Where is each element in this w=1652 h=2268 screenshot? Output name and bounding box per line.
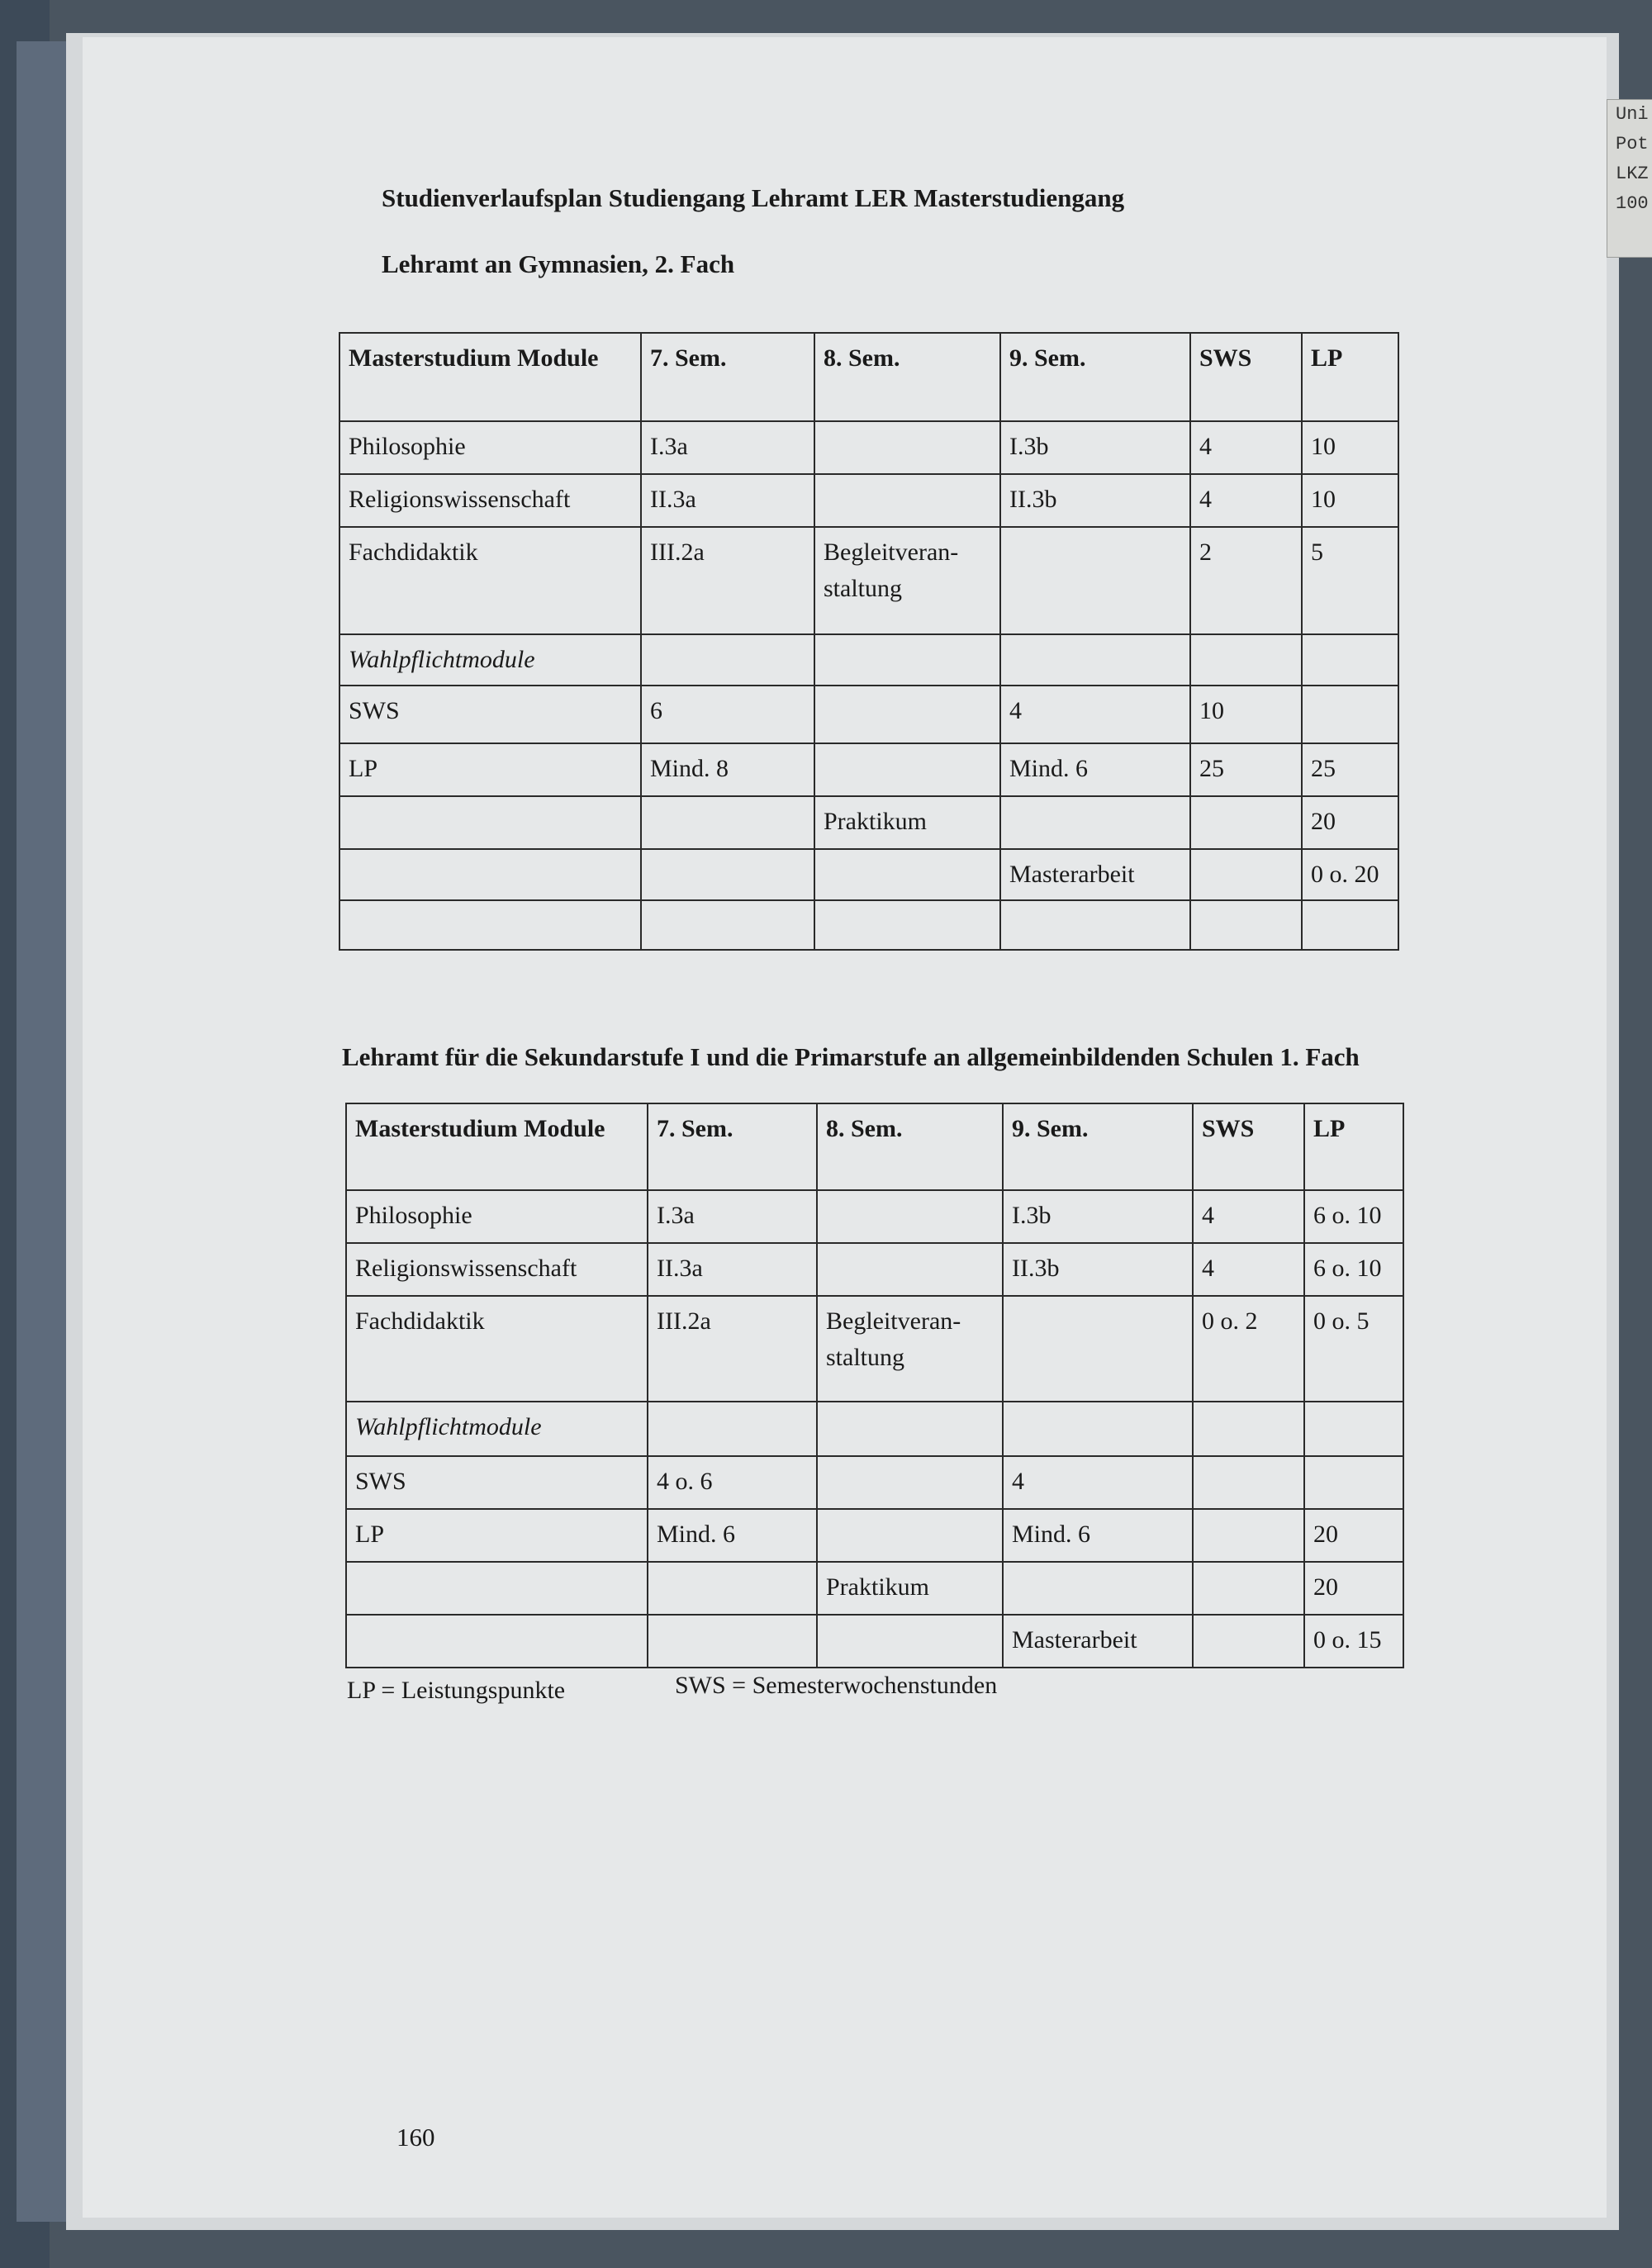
table-cell: LP <box>339 743 641 796</box>
table-cell <box>641 796 814 849</box>
table-cell: III.2a <box>641 527 814 634</box>
table-row <box>339 686 1398 743</box>
header-cell: LP <box>1304 1103 1403 1190</box>
table-cell <box>1304 1402 1403 1456</box>
table-row <box>339 421 1398 474</box>
table-cell <box>817 1509 1003 1562</box>
header-cell: 7. Sem. <box>641 333 814 421</box>
table-cell <box>814 634 1000 686</box>
table-cell <box>814 686 1000 743</box>
table-cell: 5 <box>1302 527 1398 634</box>
table-cell <box>1003 1402 1193 1456</box>
table-cell <box>1193 1509 1304 1562</box>
table-cell: 4 <box>1193 1243 1304 1296</box>
header-cell: 7. Sem. <box>648 1103 817 1190</box>
table-sekundarstufe <box>345 1103 1404 1668</box>
table-cell: Praktikum <box>814 796 1000 849</box>
table-cell <box>1003 1562 1193 1615</box>
header-cell: Masterstudium Module <box>339 333 641 421</box>
table-cell: 4 <box>1193 1190 1304 1243</box>
table-cell: Fachdidaktik <box>339 527 641 634</box>
table-row <box>346 1296 1403 1402</box>
table-cell: Begleitveran-staltung <box>817 1296 1003 1402</box>
table-cell <box>1190 900 1302 950</box>
table-cell: Mind. 6 <box>648 1509 817 1562</box>
table-cell <box>814 474 1000 527</box>
table-cell: Religionswissenschaft <box>339 474 641 527</box>
table-cell <box>1190 634 1302 686</box>
table-cell: 6 o. 10 <box>1304 1190 1403 1243</box>
table-cell: 25 <box>1302 743 1398 796</box>
table-cell <box>817 1190 1003 1243</box>
table-cell: 10 <box>1302 474 1398 527</box>
header-cell: 9. Sem. <box>1003 1103 1193 1190</box>
table-cell <box>1190 796 1302 849</box>
table-cell: II.3b <box>1000 474 1190 527</box>
table-cell: SWS <box>346 1456 648 1509</box>
table-cell: 0 o. 15 <box>1304 1615 1403 1668</box>
table-cell <box>346 1615 648 1668</box>
table-cell: 20 <box>1304 1509 1403 1562</box>
table-row <box>346 1456 1403 1509</box>
table-row <box>346 1243 1403 1296</box>
section1-heading: Lehramt an Gymnasien, 2. Fach <box>382 249 735 278</box>
table-cell: 4 <box>1000 686 1190 743</box>
table-cell: Religionswissenschaft <box>346 1243 648 1296</box>
table-cell: 20 <box>1304 1562 1403 1615</box>
legend-sws: SWS = Semesterwochenstunden <box>675 1672 998 1699</box>
legend-lp: LP = Leistungspunkte <box>347 1677 566 1704</box>
table-row <box>346 1402 1403 1456</box>
table-cell: 10 <box>1190 686 1302 743</box>
table-cell <box>1193 1615 1304 1668</box>
table-header-row <box>346 1103 1403 1190</box>
table-cell: Praktikum <box>817 1562 1003 1615</box>
table-cell <box>1000 634 1190 686</box>
table-cell <box>648 1402 817 1456</box>
table-row <box>339 634 1398 686</box>
table-row <box>346 1190 1403 1243</box>
table-cell: Philosophie <box>346 1190 648 1243</box>
page-number: 160 <box>396 2123 435 2152</box>
slip-line: Uni <box>1616 104 1649 125</box>
header-cell: LP <box>1302 333 1398 421</box>
table-cell: II.3b <box>1003 1243 1193 1296</box>
table-cell: 6 <box>641 686 814 743</box>
table-cell <box>648 1562 817 1615</box>
header-cell: 8. Sem. <box>817 1103 1003 1190</box>
table-cell: Begleitveran-staltung <box>814 527 1000 634</box>
table-row <box>339 900 1398 950</box>
table-cell <box>1302 686 1398 743</box>
table-cell: 6 o. 10 <box>1304 1243 1403 1296</box>
table-cell: LP <box>346 1509 648 1562</box>
table-cell <box>339 849 641 900</box>
table-cell <box>1000 900 1190 950</box>
table-row <box>339 849 1398 900</box>
table-cell <box>346 1562 648 1615</box>
table-cell <box>1193 1562 1304 1615</box>
table-row <box>346 1509 1403 1562</box>
table-cell: Fachdidaktik <box>346 1296 648 1402</box>
table-cell: I.3a <box>641 421 814 474</box>
table-cell <box>1193 1456 1304 1509</box>
table-row <box>339 527 1398 634</box>
table-cell <box>339 900 641 950</box>
table-cell: 2 <box>1190 527 1302 634</box>
table-cell <box>817 1615 1003 1668</box>
table-cell: I.3a <box>648 1190 817 1243</box>
table-header-row <box>339 333 1398 421</box>
table-cell: SWS <box>339 686 641 743</box>
table-cell: Mind. 6 <box>1000 743 1190 796</box>
slip-line: LKZ <box>1616 164 1649 184</box>
table-cell: Mind. 8 <box>641 743 814 796</box>
section2-heading: Lehramt für die Sekundarstufe I und die Primarstufe an allgemeinbildenden Schulen 1. Fach <box>342 1042 1360 1071</box>
table-cell <box>1000 527 1190 634</box>
table-row <box>346 1562 1403 1615</box>
table-cell <box>1304 1456 1403 1509</box>
table-cell <box>814 900 1000 950</box>
table-cell: II.3a <box>641 474 814 527</box>
table-cell: Wahlpflichtmodule <box>339 634 641 686</box>
table-cell <box>1302 634 1398 686</box>
table-cell: II.3a <box>648 1243 817 1296</box>
table-cell <box>814 743 1000 796</box>
table-cell: 4 <box>1190 421 1302 474</box>
header-cell: 8. Sem. <box>814 333 1000 421</box>
table-row <box>339 743 1398 796</box>
table-cell: 4 o. 6 <box>648 1456 817 1509</box>
table-cell <box>814 849 1000 900</box>
table-gymnasien <box>339 332 1399 951</box>
table-cell <box>648 1615 817 1668</box>
table-cell <box>817 1456 1003 1509</box>
table-cell: 25 <box>1190 743 1302 796</box>
table-cell: Wahlpflichtmodule <box>346 1402 648 1456</box>
table-cell <box>339 796 641 849</box>
table-cell: Masterarbeit <box>1000 849 1190 900</box>
table-cell <box>1190 849 1302 900</box>
slip-line: Pot <box>1616 134 1649 154</box>
table-cell: 4 <box>1190 474 1302 527</box>
table-cell <box>1193 1402 1304 1456</box>
table-cell <box>814 421 1000 474</box>
table-row <box>346 1615 1403 1668</box>
table-cell <box>1003 1296 1193 1402</box>
table-cell <box>1302 900 1398 950</box>
library-slip <box>1607 99 1652 258</box>
slip-line: 100 <box>1616 193 1649 214</box>
table-cell: Masterarbeit <box>1003 1615 1193 1668</box>
header-cell: Masterstudium Module <box>346 1103 648 1190</box>
table-cell: 20 <box>1302 796 1398 849</box>
header-cell: 9. Sem. <box>1000 333 1190 421</box>
table-cell <box>817 1402 1003 1456</box>
table-row <box>339 796 1398 849</box>
header-cell: SWS <box>1193 1103 1304 1190</box>
table-cell: Philosophie <box>339 421 641 474</box>
table-cell <box>641 849 814 900</box>
table-cell: 0 o. 5 <box>1304 1296 1403 1402</box>
table-cell <box>641 900 814 950</box>
table-cell: III.2a <box>648 1296 817 1402</box>
table-row <box>339 474 1398 527</box>
table-cell: 4 <box>1003 1456 1193 1509</box>
table-cell: I.3b <box>1000 421 1190 474</box>
table-cell: 0 o. 2 <box>1193 1296 1304 1402</box>
table-cell <box>641 634 814 686</box>
table-cell <box>817 1243 1003 1296</box>
table-cell: Mind. 6 <box>1003 1509 1193 1562</box>
page-title: Studienverlaufsplan Studiengang Lehramt LER Masterstudiengang <box>382 183 1125 212</box>
table-cell: 10 <box>1302 421 1398 474</box>
table-cell <box>1000 796 1190 849</box>
table-cell: 0 o. 20 <box>1302 849 1398 900</box>
table-cell: I.3b <box>1003 1190 1193 1243</box>
header-cell: SWS <box>1190 333 1302 421</box>
